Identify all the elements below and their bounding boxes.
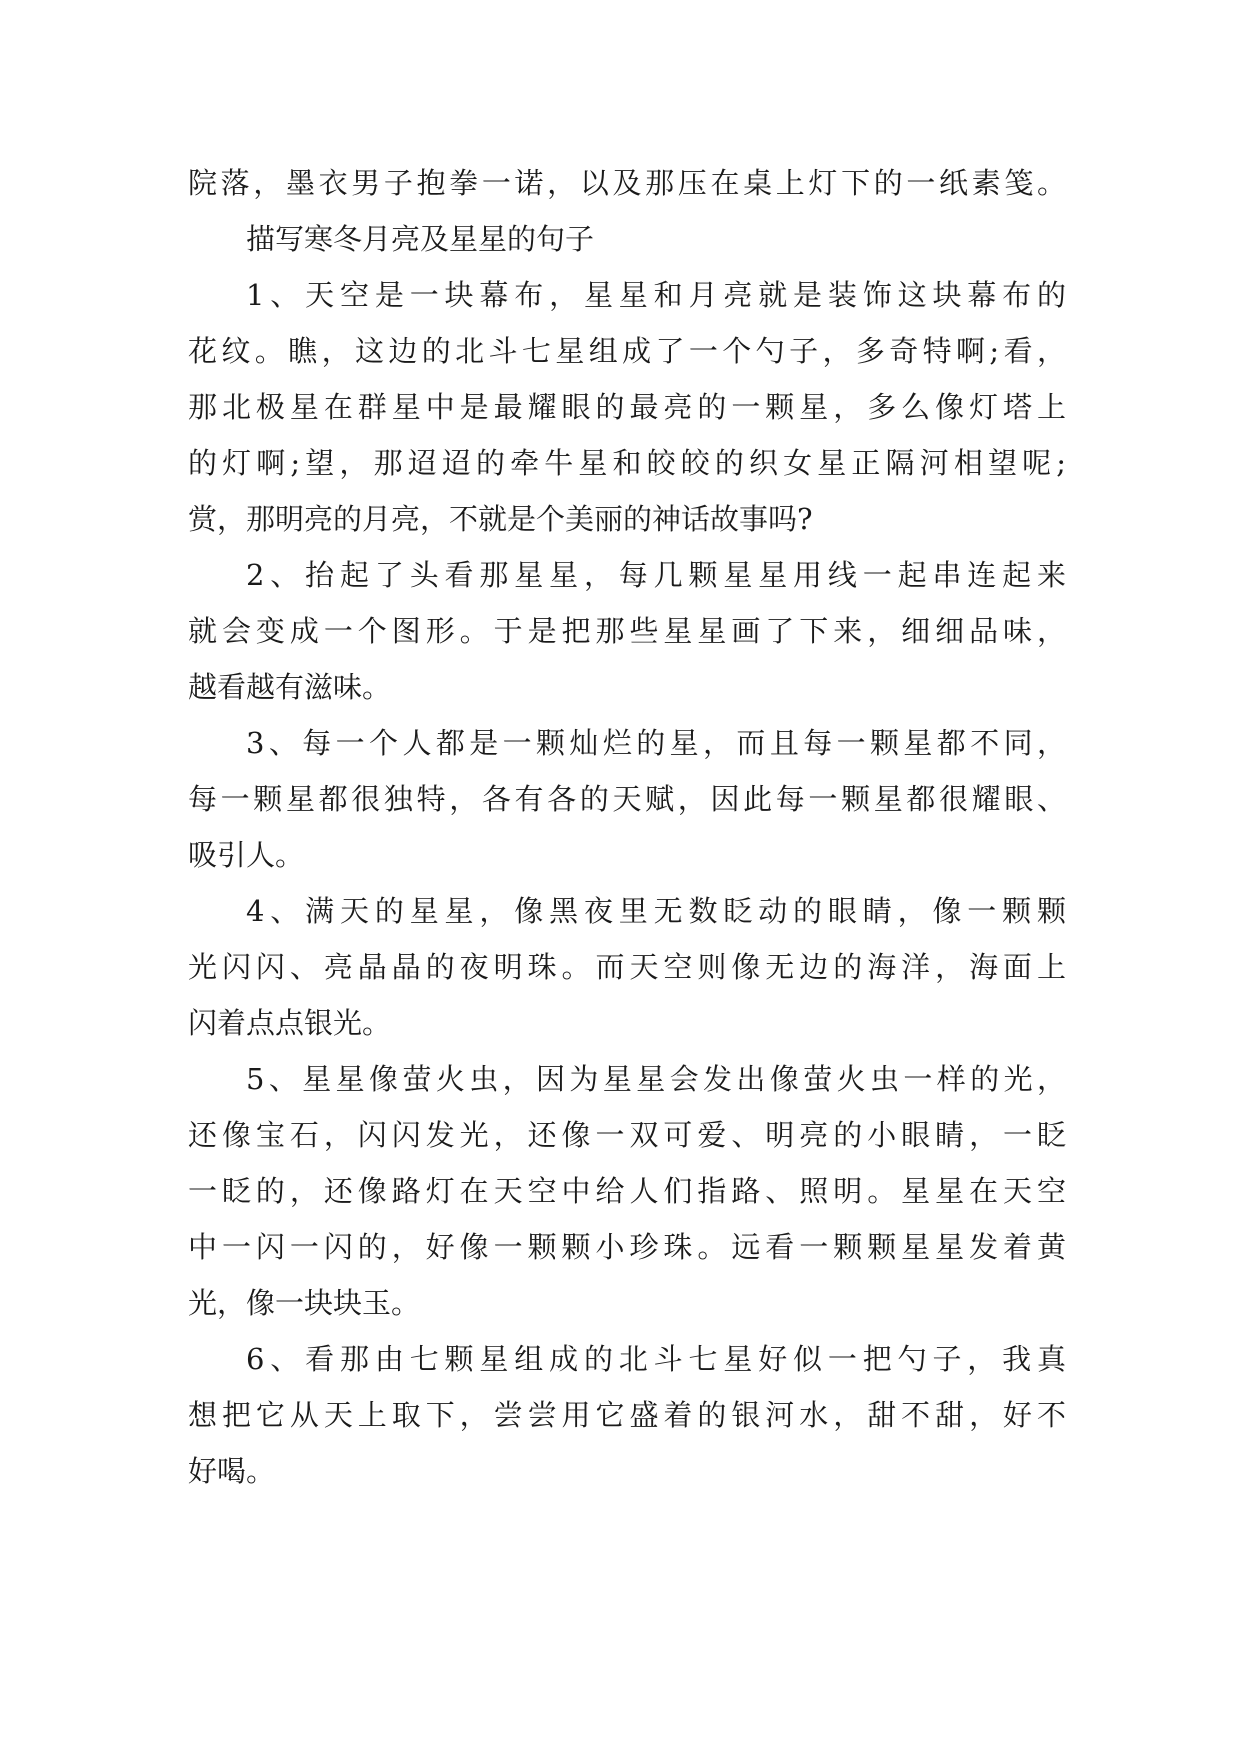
text-line: 吸引人。	[188, 838, 305, 872]
text-line: 每一颗星都很独特，各有各的天赋，因此每一颗星都很耀眼、	[188, 782, 1066, 816]
document-body	[188, 155, 1066, 1499]
paragraph-first-line: 6、看那由七颗星组成的北斗七星好似一把勺子，我真	[246, 1342, 1066, 1376]
text-line: 越看越有滋味。	[188, 670, 392, 704]
text-line: 中一闪一闪的，好像一颗颗小珍珠。远看一颗颗星星发着黄	[188, 1230, 1066, 1264]
text-line: 还像宝石，闪闪发光，还像一双可爱、明亮的小眼睛，一眨	[188, 1118, 1066, 1152]
text-line: 就会变成一个图形。于是把那些星星画了下来，细细品味，	[188, 614, 1066, 648]
paragraph-first-line: 5、星星像萤火虫，因为星星会发出像萤火虫一样的光，	[246, 1062, 1066, 1096]
text-line: 好喝。	[188, 1454, 276, 1488]
text-line: 花纹。瞧，这边的北斗七星组成了一个勺子，多奇特啊;看，	[188, 334, 1066, 368]
text-line: 光闪闪、亮晶晶的夜明珠。而天空则像无边的海洋，海面上	[188, 950, 1066, 984]
text-line: 院落，墨衣男子抱拳一诺，以及那压在桌上灯下的一纸素笺。	[188, 166, 1066, 200]
paragraph-first-line: 3、每一个人都是一颗灿烂的星，而且每一颗星都不同，	[246, 726, 1066, 760]
paragraph-first-line: 2、抬起了头看那星星，每几颗星星用线一起串连起来	[246, 558, 1066, 592]
text-line: 的灯啊;望，那迢迢的牵牛星和皎皎的织女星正隔河相望呢;	[188, 446, 1066, 480]
text-line: 那北极星在群星中是最耀眼的最亮的一颗星，多么像灯塔上	[188, 390, 1066, 424]
text-line: 一眨的，还像路灯在天空中给人们指路、照明。星星在天空	[188, 1174, 1066, 1208]
text-line: 想把它从天上取下，尝尝用它盛着的银河水，甜不甜，好不	[188, 1398, 1066, 1432]
text-line: 赏，那明亮的月亮，不就是个美丽的神话故事吗?	[188, 502, 813, 536]
text-line: 闪着点点银光。	[188, 1006, 392, 1040]
paragraph-first-line: 描写寒冬月亮及星星的句子	[246, 222, 595, 256]
paragraph-first-line: 4、满天的星星，像黑夜里无数眨动的眼睛，像一颗颗	[246, 894, 1066, 928]
paragraph-first-line: 1、天空是一块幕布，星星和月亮就是装饰这块幕布的	[246, 278, 1066, 312]
text-line: 光，像一块块玉。	[188, 1286, 421, 1320]
